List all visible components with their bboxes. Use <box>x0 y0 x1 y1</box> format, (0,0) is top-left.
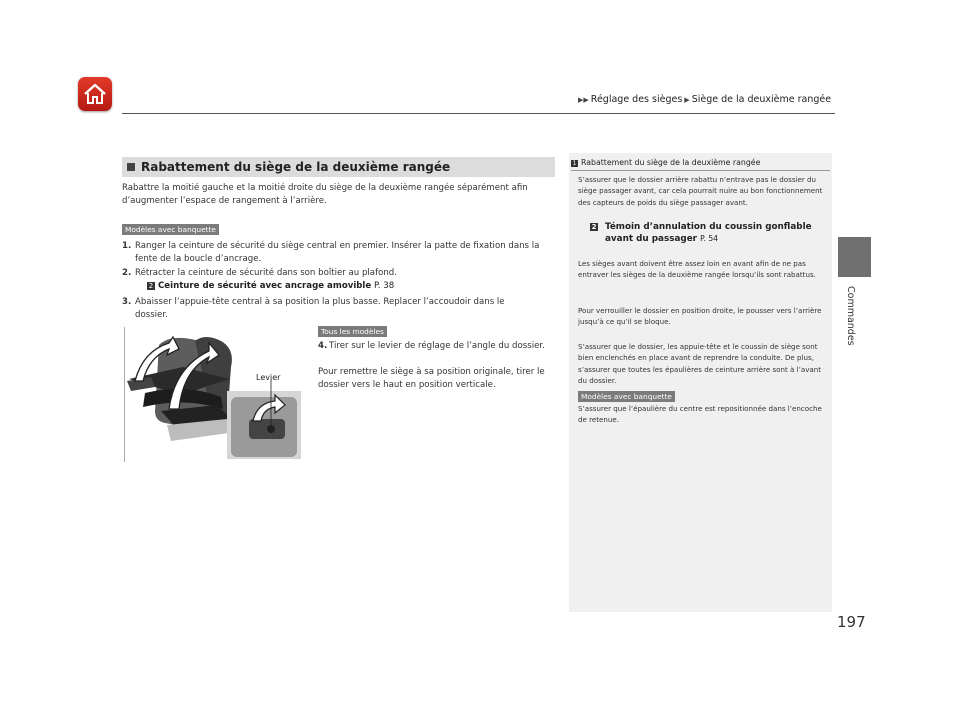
breadcrumb <box>576 94 831 105</box>
cross-reference-seatbelt[interactable]: 2 Ceinture de sécurité avec ancrage amovible P. 38 <box>148 281 395 291</box>
return-paragraph: Pour remettre le siège à sa position originale, tirer le dossier vers le haut en position verticale. <box>318 367 545 390</box>
breadcrumb-item-1[interactable]: Réglage des sièges <box>590 94 683 105</box>
note-paragraph-1: S’assurer que le dossier arrière rabattu n’entrave pas le dossier du siège passager avant, car cela pourrait nuire au bon fonctionnement des capteurs de poids du siège passager avant. <box>578 175 823 207</box>
triangle-right-icon: ▶▶ <box>578 96 589 104</box>
model-tag-bench: Modèles avec banquette <box>122 224 219 235</box>
step-1: 1. Ranger la ceinture de sécurité du siège central en premier. Insérer la patte de fixation dans la fente de la boucle d’ancrage. <box>122 241 540 264</box>
folded-seat-drawing <box>125 327 303 462</box>
seat-illustration <box>124 327 303 462</box>
section-heading <box>122 157 555 177</box>
reference-arrow-icon: 2 <box>148 282 154 290</box>
note-divider <box>571 170 830 171</box>
triangle-right-icon: ▶ <box>684 96 690 104</box>
step-2: 2. Rétracter la ceinture de sécurité dans son boîtier au plafond. <box>122 268 397 278</box>
section-title: Rabattement du siège de la deuxième rangée <box>141 160 451 174</box>
square-bullet-icon <box>127 163 135 171</box>
page-number: 197 <box>837 613 866 631</box>
header-divider <box>122 113 835 114</box>
reference-arrow-icon: 2 <box>591 223 597 231</box>
home-icon <box>83 83 107 105</box>
home-button[interactable] <box>78 77 112 111</box>
intro-paragraph: Rabattre la moitié gauche et la moitié droite du siège de la deuxième rangée séparément afin d’augmenter l’espace de rangement à l’arrière. <box>122 183 528 206</box>
model-tag-all: Tous les modèles <box>318 326 387 337</box>
note-paragraph-2: Les sièges avant doivent être assez loin en avant afin de ne pas entraver les sièges de la deuxième rangée lorsqu’ils sont rabattus. <box>578 259 816 280</box>
chapter-label: Commandes <box>845 286 856 346</box>
note-title: 1 Rabattement du siège de la deuxième rangée <box>572 158 761 167</box>
note-marker-icon: 1 <box>572 160 577 167</box>
note-model-tag-bench: Modèles avec banquette <box>578 391 675 402</box>
note-paragraph-3: Pour verrouiller le dossier en position droite, le pousser vers l’arrière jusqu’à ce qu’il se bloque. <box>578 306 822 327</box>
note-paragraph-5: S’assurer que l’épaulière du centre est repositionnée dans l’encoche de retenue. <box>578 404 822 425</box>
cross-reference-airbag[interactable]: 2 Témoin d’annulation du coussin gonflable avant du passager P. 54 <box>591 222 812 244</box>
breadcrumb-item-2[interactable]: Siège de la deuxième rangée <box>691 94 832 105</box>
step-3: 3. Abaisser l’appuie-tête central à sa position la plus basse. Replacer l’accoudoir dans le dossier. <box>122 297 505 320</box>
lever-label: Levier <box>256 373 281 382</box>
note-paragraph-4: S’assurer que le dossier, les appuie-tête et le coussin de siège sont bien enclenchés en place avant de reprendre la conduite. De plus, s’assurer que toutes les épaulières de ceinture arrière sont à l’avant du dossier. <box>578 342 822 386</box>
chapter-tab[interactable] <box>838 237 871 277</box>
step-4: 4. Tirer sur le levier de réglage de l’angle du dossier. <box>318 341 545 351</box>
